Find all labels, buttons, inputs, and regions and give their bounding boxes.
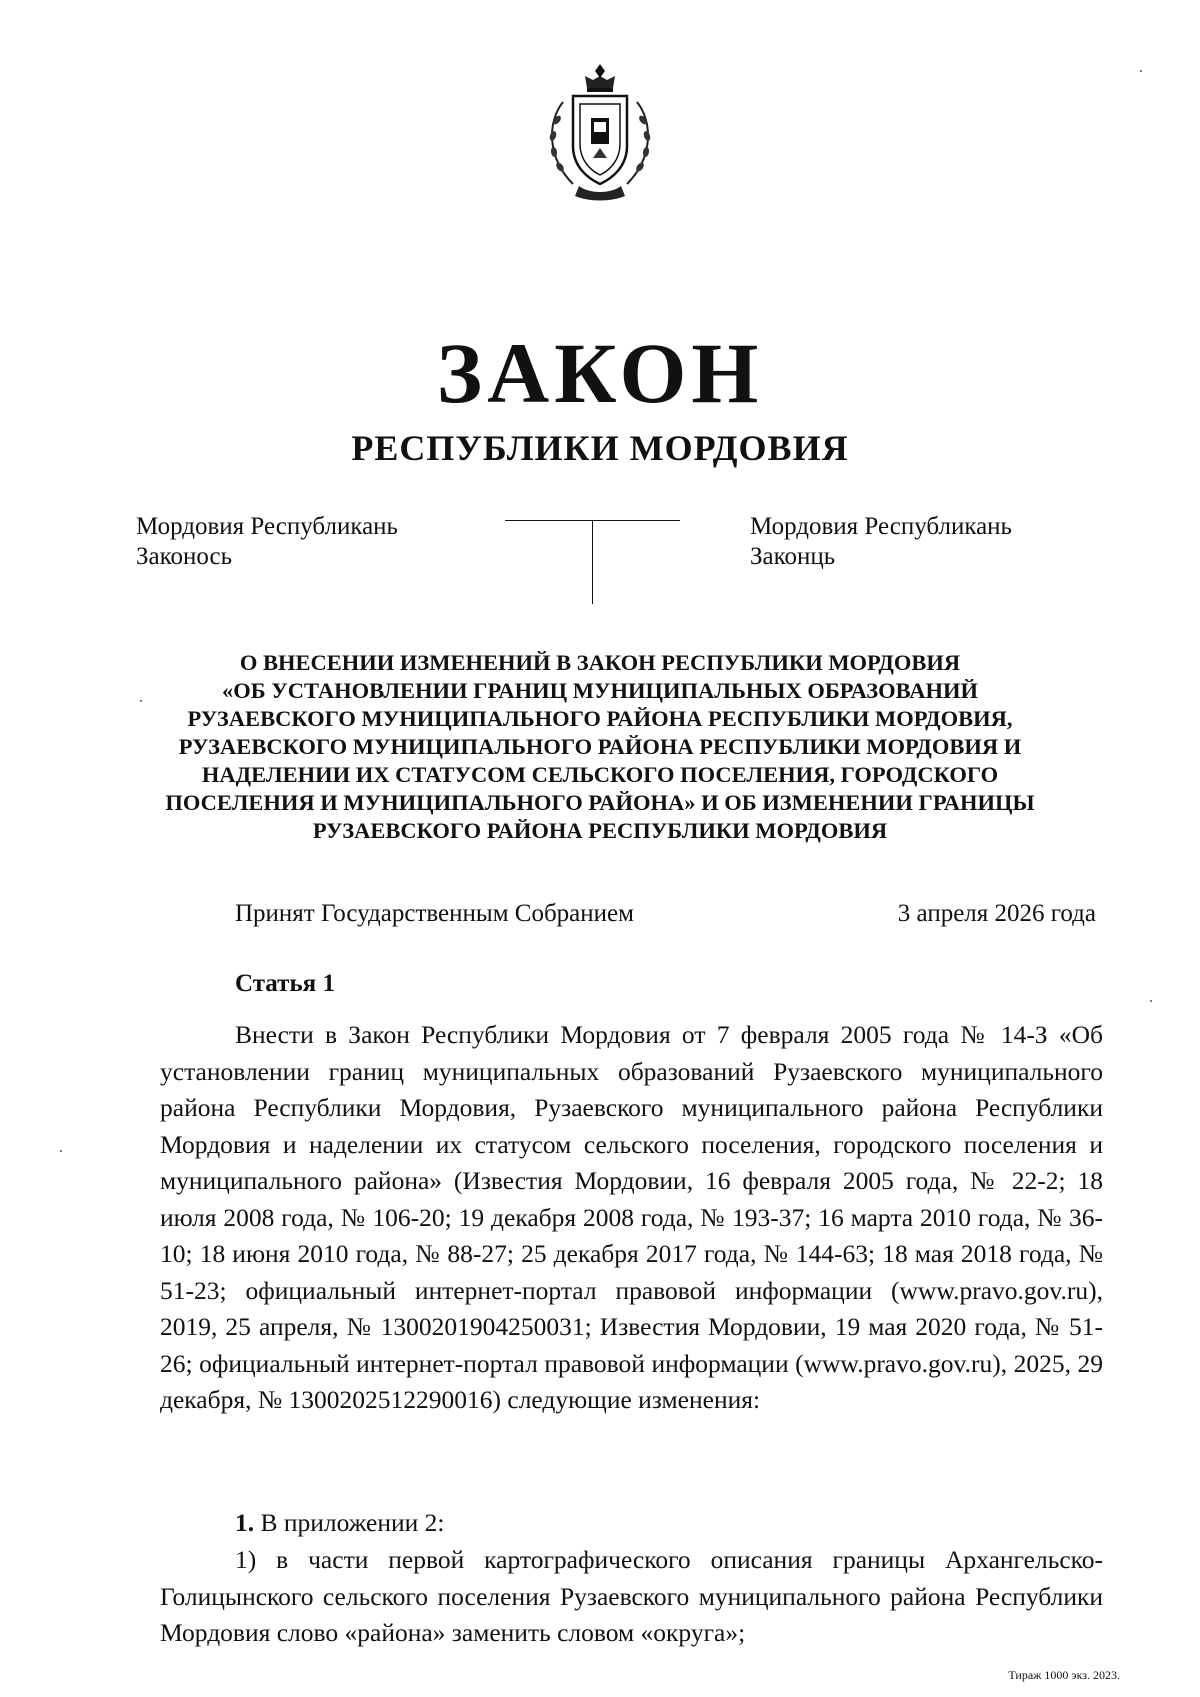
document-title-line: РУЗАЕВСКОГО РАЙОНА РЕСПУБЛИКИ МОРДОВИЯ xyxy=(312,818,888,843)
print-run: Тираж 1000 экз. 2023. xyxy=(1008,1668,1120,1682)
scan-speck xyxy=(1140,70,1142,72)
document-title-line: РУЗАЕВСКОГО МУНИЦИПАЛЬНОГО РАЙОНА РЕСПУБЛИКИ МОРДОВИЯ, xyxy=(187,706,1013,731)
header-left-line-2: Законось xyxy=(136,543,232,570)
header-divider-vertical xyxy=(592,520,593,604)
law-subtitle: РЕСПУБЛИКИ МОРДОВИЯ xyxy=(351,428,849,468)
adopted-date: 3 апреля 2026 года xyxy=(897,900,1096,927)
scan-speck xyxy=(1150,1000,1152,1002)
adopted-by: Принят Государственным Собранием xyxy=(235,900,634,927)
header-right-block xyxy=(750,512,1012,572)
header-right-line-2: Законць xyxy=(750,543,836,570)
header-left-line-1: Мордовия Республикань xyxy=(136,513,398,540)
article-paragraph: Внести в Закон Республики Мордовия от 7 февраля 2005 года № 14-З «Об установлении границ муниципальных образований Рузаевского муниципального района Республики Мордовия, Рузаевского муниципального района Республики Мордовия и наделении их статусом сельского поселения, городского поселения и муниципального района» (Известия Мордовии, 16 февраля 2005 года, № 22-2; 18 июля 2008 года, № 106-20; 19 декабря 2008 года, № 193-37; 16 марта 2010 года, № 36-10; 18 июня 2010 года, № 88-27; 25 декабря 2017 года, № 144-63; 18 мая 2018 года, № 51-23; официальный интернет-портал правовой информации (www.pravo.gov.ru), 2019, 25 апреля, № 1300201904250031; Известия Мордовии, 19 мая 2020 года, № 51-26; официальный интернет-портал правовой информации (www.pravo.gov.ru), 2025, 29 декабря, № 1300202512290016) следующие изменения: xyxy=(160,1020,1103,1414)
document-title xyxy=(150,649,1050,845)
item-1 xyxy=(160,1505,1103,1542)
coat-of-arms-icon xyxy=(533,62,667,202)
scan-speck xyxy=(60,1150,62,1152)
item-1-subitem-1: 1) в части первой картографического описания границы Архангельско-Голицынского сельского поселения Рузаевского муниципального района Республики Мордовия слово «района» заменить словом «округа»; xyxy=(160,1545,1103,1647)
document-title-line: НАДЕЛЕНИИ ИХ СТАТУСОМ СЕЛЬСКОГО ПОСЕЛЕНИЯ, ГОРОДСКОГО xyxy=(201,762,999,787)
scan-speck xyxy=(140,700,142,702)
document-title-line: О ВНЕСЕНИИ ИЗМЕНЕНИЙ В ЗАКОН РЕСПУБЛИКИ МОРДОВИЯ xyxy=(239,650,961,675)
article-title: Статья 1 xyxy=(235,970,335,997)
document-title-line: «ОБ УСТАНОВЛЕНИИ ГРАНИЦ МУНИЦИПАЛЬНЫХ ОБРАЗОВАНИЙ xyxy=(221,678,979,703)
header-right-line-1: Мордовия Республикань xyxy=(750,513,1012,540)
document-title-line: ПОСЕЛЕНИЯ И МУНИЦИПАЛЬНОГО РАЙОНА» И ОБ ИЗМЕНЕНИИ ГРАНИЦЫ xyxy=(165,790,1035,815)
law-title: ЗАКОН xyxy=(436,325,764,421)
document-title-line: РУЗАЕВСКОГО МУНИЦИПАЛЬНОГО РАЙОНА РЕСПУБЛИКИ МОРДОВИЯ И xyxy=(178,734,1022,759)
header-left-block xyxy=(136,512,398,572)
item-1-text: В приложении 2: xyxy=(254,1508,445,1537)
item-1-number: 1. xyxy=(235,1508,255,1537)
